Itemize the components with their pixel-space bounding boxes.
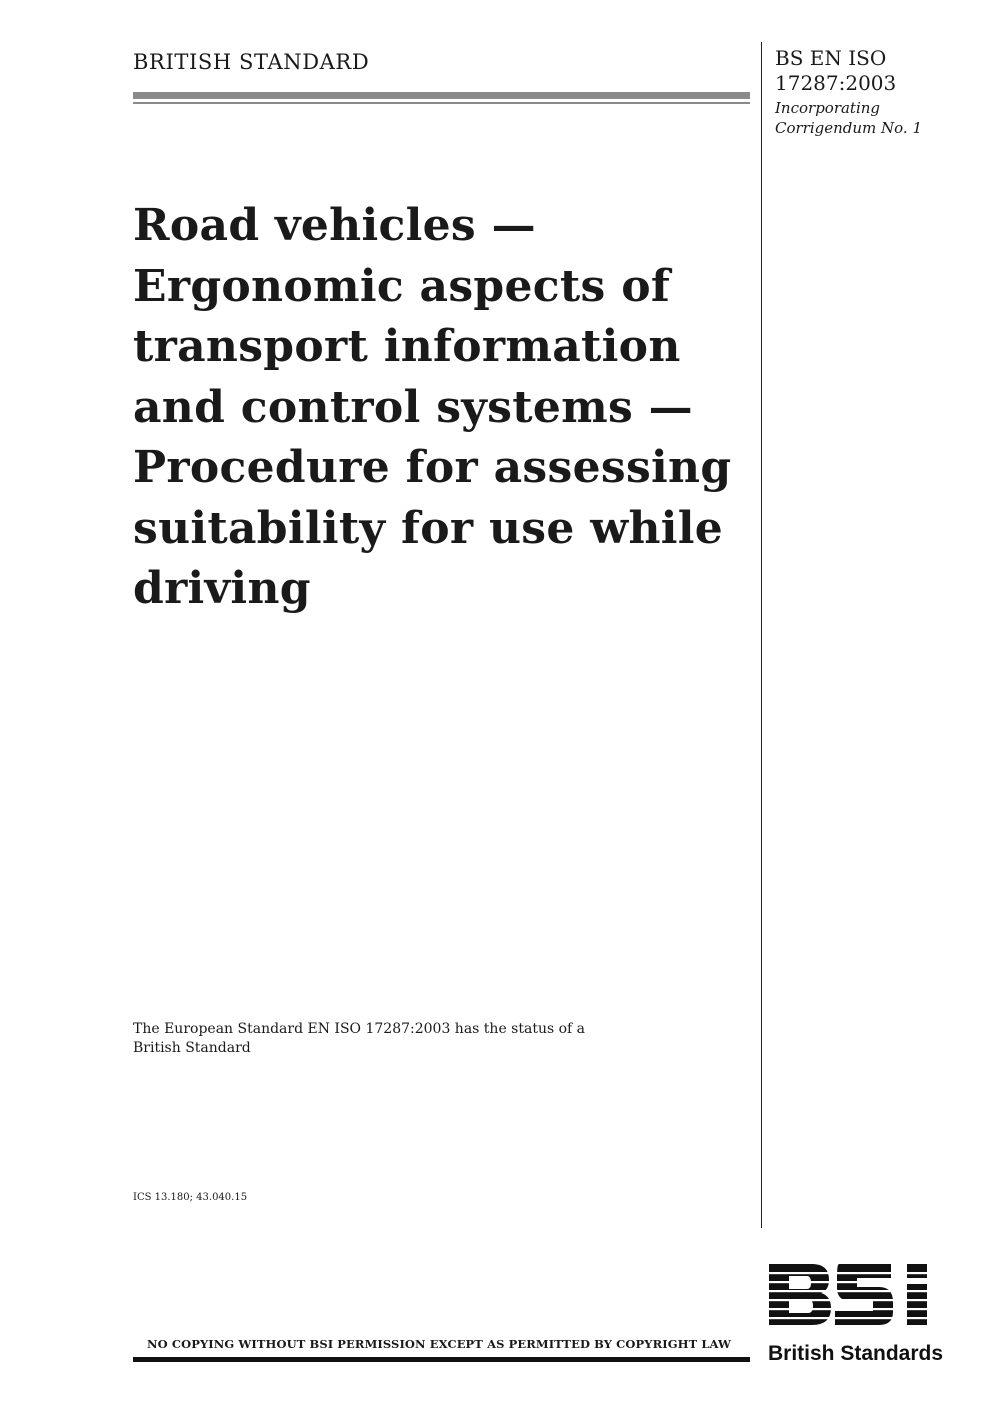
standard-number-line1: BS EN ISO [775,46,887,70]
title-line: driving [133,563,311,614]
header-rule-thin [133,102,750,104]
header-label: BRITISH STANDARD [133,50,370,74]
copyright-notice: NO COPYING WITHOUT BSI PERMISSION EXCEPT AS PERMITTED BY COPYRIGHT LAW [147,1337,732,1351]
document-title [133,196,753,620]
footer-rule [133,1357,750,1362]
status-line1: The European Standard EN ISO 17287:2003 has the status of a [133,1021,586,1037]
standard-number [775,46,896,96]
incorporating-line2: Corrigendum No. 1 [775,119,923,137]
title-line: Ergonomic aspects of [133,260,671,312]
title-line: Road vehicles — [133,200,536,251]
title-line: transport information [133,321,681,372]
status-line2: British Standard [133,1040,251,1056]
title-line: Procedure for assessing [133,442,732,493]
incorporating-note [775,98,922,138]
status-statement [133,1020,585,1058]
standard-number-line2: 17287:2003 [775,71,897,95]
bsi-logo [767,1262,947,1368]
title-line: and control systems — [133,381,693,433]
vertical-divider [761,42,762,1228]
incorporating-line1: Incorporating [775,99,881,117]
ics-codes: ICS 13.180; 43.040.15 [133,1192,248,1203]
bsi-logo-caption: British Standards [768,1342,944,1365]
bsi-logo-graphic [767,1262,947,1368]
header-rule-thick [133,92,750,99]
title-line: suitability for use while [133,502,724,554]
